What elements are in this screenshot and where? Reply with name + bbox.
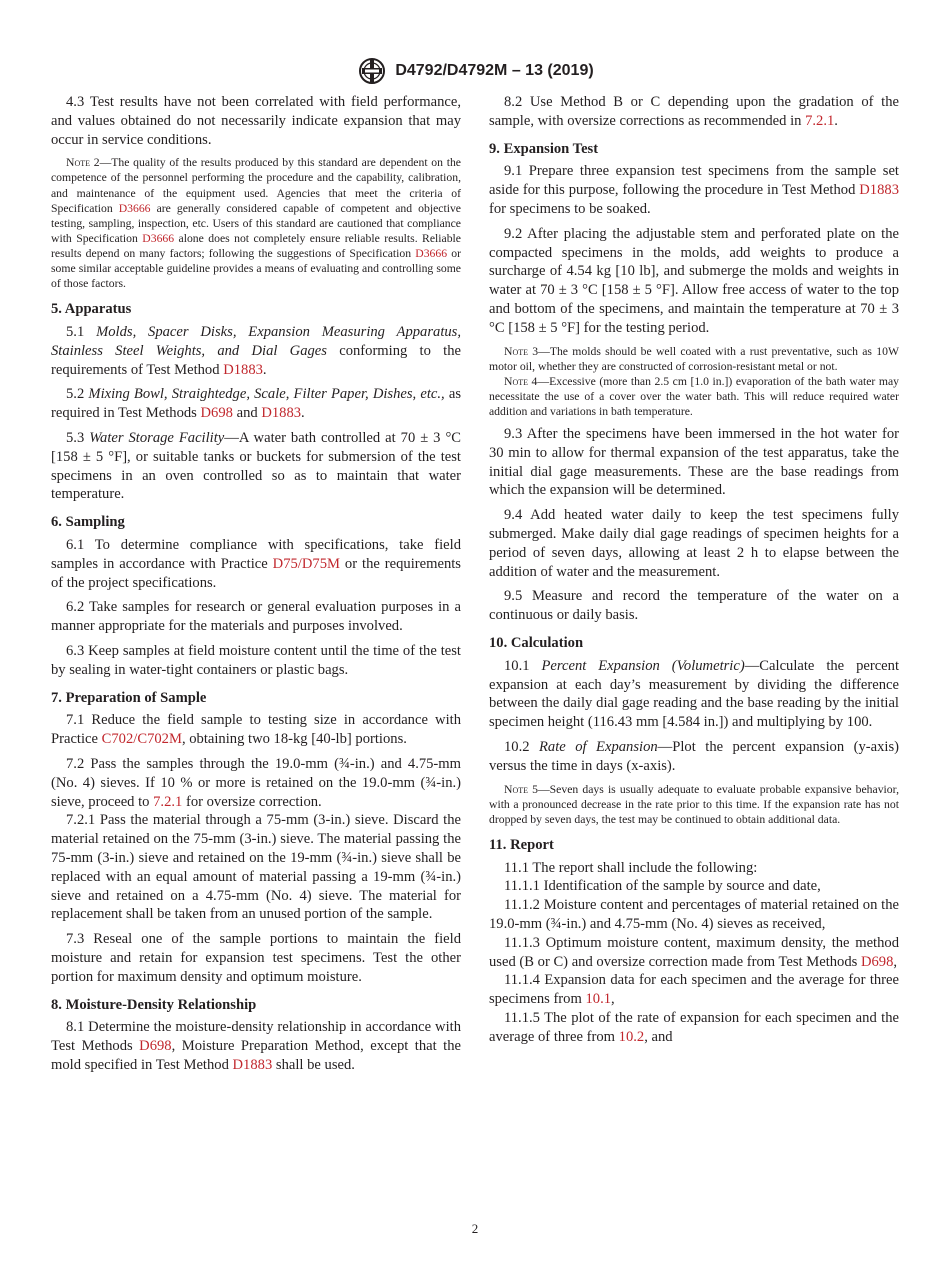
para-7-1: 7.1 Reduce the field sample to testing size in accordance with Practice C702/C702M, obtaining two 18-kg [40-lb] portions.	[51, 712, 461, 748]
section-7-heading: 7. Preparation of Sample	[51, 689, 207, 706]
ref-10-2[interactable]: 10.2	[618, 1028, 645, 1045]
para-7-3: 7.3 Reseal one of the sample portions to maintain the field moisture and retain for expansion test specimens. Test the other portion for maximum density and optimum moisture.	[51, 931, 461, 985]
para-9-1: 9.1 Prepare three expansion test specimens from the sample set aside for this purpose, following the procedure in Test Method D1883 for specimens to be soaked.	[489, 163, 899, 217]
para-4-3: 4.3 Test results have not been correlated with field performance, and values obtained do not necessarily indicate expansion that may occur in service conditions.	[51, 94, 461, 148]
para-11-1-4: 11.1.4 Expansion data for each specimen and the average for three specimens from 10.1,	[489, 972, 899, 1008]
left-column	[51, 93, 461, 1075]
para-9-4: 9.4 Add heated water daily to keep the test specimens fully submerged. Make daily dial gage readings of specimen heights for a period of seven days, allowing at least 2 h to elapse between the addition of water and the measurement.	[489, 507, 899, 580]
para-11-1-5: 11.1.5 The plot of the rate of expansion for each specimen and the average of three from 10.2, and	[489, 1010, 899, 1045]
section-9-heading: 9. Expansion Test	[489, 140, 599, 157]
ref-10-1[interactable]: 10.1	[585, 991, 612, 1008]
para-5-1: 5.1 Molds, Spacer Disks, Expansion Measuring Apparatus, Stainless Steel Weights, and Dial Gages conforming to the requirements of Test Method D1883.	[51, 324, 461, 378]
para-5-3: 5.3 Water Storage Facility—A water bath controlled at 70 ± 3 °C [158 ± 5 °F], or suitable tanks or buckets for submersion of the test specimens in an oven controlled so as to maintain that water temperature.	[51, 430, 462, 503]
section-8-heading: 8. Moisture-Density Relationship	[51, 996, 257, 1013]
para-9-2: 9.2 After placing the adjustable stem and perforated plate on the compacted specimens in the molds, add weights to produce a surcharge of 4.54 kg [10 lb], and submerge the molds and weights in water at 70 ± 3 °C [158 ± 5 °F]. Allow free access of water to the top and bottom of the specimens, and maintain the temperature at 70 ± 3 °C [158 ± 5 °F] for the testing period.	[489, 225, 899, 336]
document-designation: D4792/D4792M – 13 (2019)	[395, 62, 594, 79]
page-number: 2	[471, 1221, 479, 1236]
right-column	[489, 93, 899, 1047]
para-7-2-1: 7.2.1 Pass the material through a 75-mm (3-in.) sieve. Discard the material retained on the 75-mm (3-in.) sieve. The material passing the 75-mm (3-in.) sieve and retained on the 19-mm (¾-in.) sieve shall be replaced with an equal amount of material passing a 19-mm (¾-in.) sieve and retained on a 4.75-mm (No. 4) sieve. The material for replacement shall be taken from an unused portion of the sample.	[51, 812, 461, 923]
para-11-1-2: 11.1.2 Moisture content and percentages of material retained on the 19.0-mm (¾-in.) and 4.75-mm (No. 4) sieves as received,	[489, 897, 899, 933]
ref-7-2-1[interactable]: 7.2.1	[805, 112, 835, 129]
para-11-1: 11.1 The report shall include the following:	[504, 859, 758, 876]
ref-d1883[interactable]: D1883	[223, 361, 263, 378]
section-5-heading: 5. Apparatus	[51, 301, 132, 318]
ref-7-2-1[interactable]: 7.2.1	[153, 793, 183, 810]
para-6-3: 6.3 Keep samples at field moisture content until the time of the test by sealing in water-tight containers or plastic bags.	[51, 642, 461, 678]
para-11-1-3: 11.1.3 Optimum moisture content, maximum density, the method used (B or C) and oversize correction made from Test Methods D698,	[489, 934, 899, 970]
para-9-3: 9.3 After the specimens have been immersed in the hot water for 30 min to allow for thermal expansion of the test apparatus, take the initial dial gage measurements. These are the base readings from which the expansion will be determined.	[489, 426, 899, 499]
ref-d3666[interactable]: D3666	[415, 246, 448, 260]
ref-d1883[interactable]: D1883	[261, 405, 302, 422]
note-4: Note 4—Excessive (more than 2.5 cm [1.0 in.]) evaporation of the bath water may necessitate the use of a cover over the water bath. This will reduce required water addition and variations in bath temperature.	[489, 374, 899, 418]
section-6-heading: 6. Sampling	[51, 514, 125, 531]
ref-d698[interactable]: D698	[200, 405, 233, 422]
section-11-heading: 11. Report	[489, 836, 554, 853]
para-8-2: 8.2 Use Method B or C depending upon the gradation of the sample, with oversize corrections as recommended in 7.2.1.	[489, 94, 899, 129]
para-6-1: 6.1 To determine compliance with specifications, take field samples in accordance with Practice D75/D75M or the requirements of the project specifications.	[51, 537, 461, 591]
note-3: Note 3—The molds should be well coated with a rust preventative, such as 10W motor oil, whether they are constructed of corrosion-resistant metal or not.	[489, 344, 899, 373]
ref-d75[interactable]: D75/D75M	[272, 555, 340, 572]
para-11-1-1: 11.1.1 Identification of the sample by source and date,	[504, 878, 821, 895]
note-2: Note 2—The quality of the results produced by this standard are dependent on the competence of the personnel performing the procedure and the capability, calibration, and maintenance of the equipment used. Agencies that meet the criteria of Specification D3666 are generally considered capable of competent and objective testing, sampling, inspection, etc. Users of this standard are cautioned that compliance with Specification D3666 alone does not completely ensure reliable results. Reliable results depend on many factors; following the suggestions of Specification D3666 or some similar acceptable guideline provides a means of evaluating and controlling some of those factors.	[51, 156, 461, 291]
astm-logo-icon	[356, 57, 388, 85]
ref-d3666[interactable]: D3666	[118, 201, 151, 215]
ref-c702[interactable]: C702/C702M	[101, 731, 182, 748]
ref-d1883[interactable]: D1883	[859, 182, 899, 199]
para-10-1: 10.1 Percent Expansion (Volumetric)—Calculate the percent expansion at each day’s measurement by dividing the difference between the daily dial gage reading and the base reading by the initial specimen height (116.43 mm [4.584 in.]) and multiplying by 100.	[489, 657, 900, 731]
para-9-5: 9.5 Measure and record the temperature of the water on a continuous or daily basis.	[489, 588, 899, 624]
note-5: Note 5—Seven days is usually adequate to evaluate probable expansive behavior, with a pronounced decrease in the rate prior to this time. If the expansion rate has not dropped by seven days, the test may be continued to obtain additional data.	[489, 782, 899, 826]
para-7-2: 7.2 Pass the samples through the 19.0-mm (¾-in.) and 4.75-mm (No. 4) sieves. If 10 % or more is retained on the 19.0-mm (¾-in.) sieve, proceed to 7.2.1 for oversize correction.	[51, 755, 461, 810]
page-header	[0, 57, 950, 85]
ref-d698[interactable]: D698	[860, 953, 894, 970]
section-10-heading: 10. Calculation	[489, 635, 584, 651]
ref-d698[interactable]: D698	[139, 1038, 172, 1055]
para-6-2: 6.2 Take samples for research or general evaluation purposes in a manner appropriate for the materials and purposes involved.	[51, 599, 461, 635]
para-10-2: 10.2 Rate of Expansion—Plot the percent expansion (y-axis) versus the time in days (x-axis).	[489, 738, 899, 774]
para-5-2: 5.2 Mixing Bowl, Straightedge, Scale, Filter Paper, Dishes, etc., as required in Test Methods D698 and D1883.	[51, 386, 461, 422]
ref-d3666[interactable]: D3666	[142, 231, 175, 245]
para-8-1: 8.1 Determine the moisture-density relationship in accordance with Test Methods D698, Moisture Preparation Method, except that the mold specified in Test Method D1883 shall be used.	[51, 1019, 462, 1073]
ref-d1883[interactable]: D1883	[232, 1056, 273, 1073]
